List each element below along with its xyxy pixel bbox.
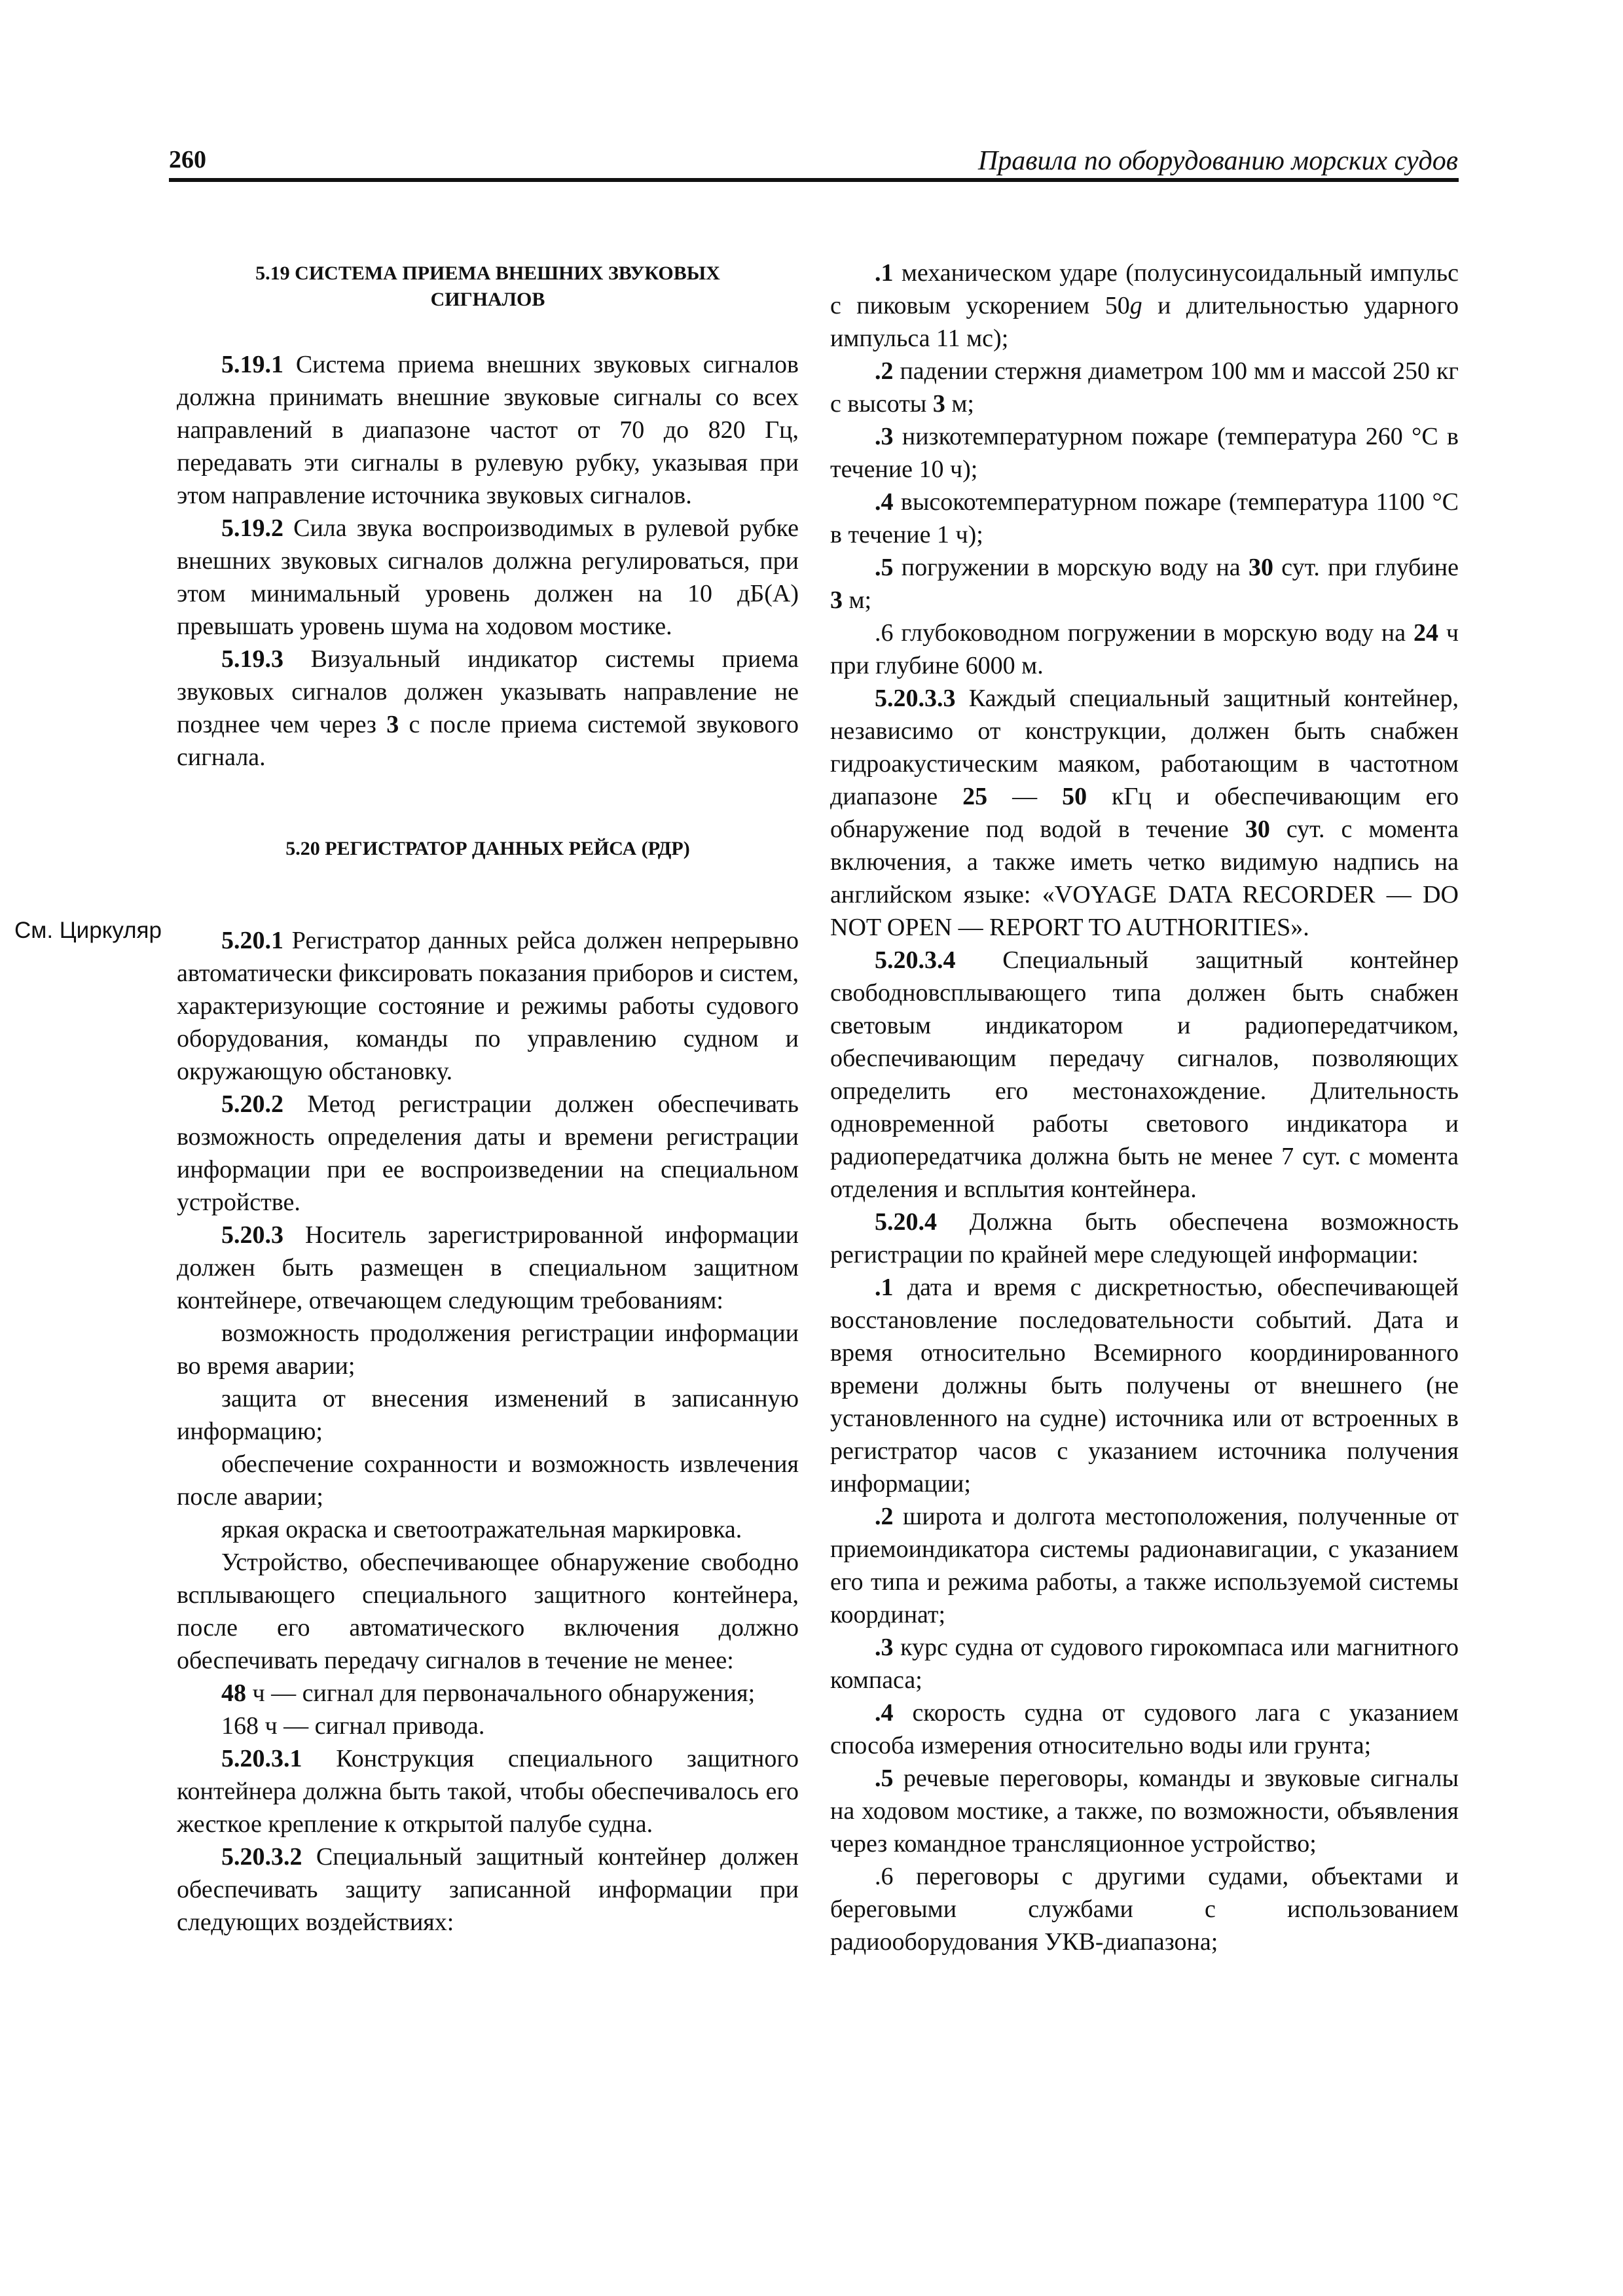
item-number: .1 <box>875 1274 894 1301</box>
paragraph-text: Специальный защитный контейнер должен обеспечивать защиту записанной информации при следующих воздействиях: <box>177 1843 799 1936</box>
data-item-3 <box>830 1631 1459 1696</box>
clause-number: 5.20.3.2 <box>221 1843 302 1871</box>
clause-number: 5.20.3 <box>221 1221 283 1249</box>
paragraph-text: м; <box>945 390 974 418</box>
impact-item-3 <box>830 420 1459 486</box>
bold-value: 30 <box>1248 554 1273 581</box>
requirement-item: защита от внесения изменений в записанную информацию; <box>177 1385 799 1445</box>
clause-number: 5.20.3.3 <box>875 685 956 712</box>
paragraph-5-20-3 <box>177 1219 799 1317</box>
paragraph-5-20-3-3 <box>830 682 1459 944</box>
paragraph-text: м; <box>843 586 872 614</box>
impact-item-4 <box>830 486 1459 551</box>
data-item-4 <box>830 1696 1459 1762</box>
paragraph-text: переговоры с другими судами, объектами и береговыми службами с использованием радиооборудования УКВ-диапазона; <box>830 1863 1459 1956</box>
item-number: .6 <box>875 619 894 647</box>
item-number: .3 <box>875 1634 894 1661</box>
paragraph-5-19-2 <box>177 512 799 643</box>
paragraph-text: сут. при глубине <box>1273 554 1459 581</box>
bold-value: 48 <box>221 1679 246 1707</box>
paragraph-text: низкотемпературном пожаре (температура 260 °С в течение 10 ч); <box>830 423 1459 483</box>
paragraph-text: глубоководном погружении в морскую воду на <box>893 619 1414 647</box>
section-heading-5-19: 5.19 СИСТЕМА ПРИЕМА ВНЕШНИХ ЗВУКОВЫХ СИГНАЛОВ <box>255 262 720 310</box>
paragraph-text: Метод регистрации должен обеспечивать возможность определения даты и времени регистрации информации при ее воспроизведении на специальном устройстве. <box>177 1090 799 1216</box>
clause-number: 5.20.2 <box>221 1090 283 1118</box>
clause-number: 5.20.4 <box>875 1208 937 1236</box>
item-number: .2 <box>875 1503 894 1530</box>
item-number: .5 <box>875 1765 894 1792</box>
right-column <box>830 257 1459 1958</box>
paragraph-text: дата и время с дискретностью, обеспечивающей восстановление последовательности событий. Дата и время относительно Всемирного координированного времени должны быть получены от внешнего (не установленного на судне) источника или от встроенных в регистратор часов с указанием источника получения информации; <box>830 1274 1459 1498</box>
paragraph-text: Должна быть обеспечена возможность регистрации по крайней мере следующей информации: <box>830 1208 1459 1268</box>
paragraph-text: Регистратор данных рейса должен непрерывно автоматически фиксировать показания приборов и систем, характеризующие состояние и режимы работы судового оборудования, команды по управлению судном и окружающую обстановку. <box>177 927 799 1085</box>
bold-value: 3 <box>932 390 945 418</box>
paragraph-5-19-3 <box>177 643 799 774</box>
paragraph-5-20-4 <box>830 1206 1459 1271</box>
impact-item-6 <box>830 617 1459 682</box>
italic-symbol: g <box>1129 292 1142 319</box>
paragraph-text: Специальный защитный контейнер свободновсплывающего типа должен быть снабжен световым индикатором и радиопередатчиком, обеспечивающим передачу сигналов, позволяющих определить его местонахождение. Длительность одновременной работы светового индикатора и радиопередатчика должна быть не менее 7 сут. с момента отделения и всплытия контейнера. <box>830 946 1459 1203</box>
bold-value: 30 <box>1245 816 1270 843</box>
requirement-item: возможность продолжения регистрации информации во время аварии; <box>177 1319 799 1380</box>
bold-value: 3 <box>386 711 399 738</box>
paragraph-text: механическом ударе (полусинусоидальный импульс с пиковым ускорением 50 <box>830 259 1459 319</box>
item-number: .6 <box>875 1863 894 1890</box>
paragraph-text: Визуальный индикатор системы приема звуковых сигналов должен указывать направление не позднее чем через <box>177 645 799 738</box>
margin-note: См. Циркуляр <box>14 918 162 943</box>
paragraph-5-20-1 <box>177 924 799 1088</box>
clause-number: 5.20.1 <box>221 927 283 954</box>
paragraph-5-20-3-4 <box>830 944 1459 1206</box>
requirement-item: яркая окраска и светоотражательная маркировка. <box>221 1516 742 1543</box>
paragraph-text: широта и долгота местоположения, полученные от приемоиндикатора системы радионавигации, с указанием его типа и режима работы, а также используемой системы координат; <box>830 1503 1459 1628</box>
signal-48h <box>177 1677 799 1710</box>
bold-value: 24 <box>1413 619 1439 647</box>
device-paragraph: Устройство, обеспечивающее обнаружение свободно всплывающего специального защитного контейнера, после его автоматического включения должно обеспечивать передачу сигналов в течение не менее: <box>177 1549 799 1674</box>
item-number: .4 <box>875 1699 894 1727</box>
item-number: .1 <box>875 259 894 287</box>
data-item-2 <box>830 1500 1459 1631</box>
paragraph-text: с после приема системой звукового сигнала. <box>177 711 799 771</box>
clause-number: 5.20.3.4 <box>875 946 956 974</box>
item-number: .3 <box>875 423 894 450</box>
paragraph-text: Конструкция специального защитного контейнера должна быть такой, чтобы обеспечивалось его жесткое крепление к открытой палубе судна. <box>177 1745 799 1838</box>
header-rule <box>169 178 1459 182</box>
paragraph-text: падении стержня диаметром 100 мм и массой 250 кг с высоты <box>830 357 1459 418</box>
paragraph-text: Каждый специальный защитный контейнер, независимо от конструкции, должен быть снабжен гидроакустическим маяком, работающим в частотном диапазоне <box>830 685 1459 810</box>
paragraph-text: курс судна от судового гирокомпаса или магнитного компаса; <box>830 1634 1459 1694</box>
paragraph-text: и длительностью ударного импульса 11 мс); <box>830 292 1459 352</box>
data-item-1 <box>830 1271 1459 1500</box>
paragraph-text: Система приема внешних звуковых сигналов должна принимать внешние звуковые сигналы со всех направлений в диапазоне частот от 70 до 820 Гц, передавать эти сигналы в рулевую рубку, указывая при этом направление источника звуковых сигналов. <box>177 351 799 509</box>
clause-number: 5.19.2 <box>221 514 283 542</box>
left-column <box>177 260 799 1939</box>
section-heading-5-20: 5.20 РЕГИСТРАТОР ДАННЫХ РЕЙСА (РДР) <box>285 838 690 859</box>
clause-number: 5.20.3.1 <box>221 1745 302 1772</box>
paragraph-text: ч — сигнал для первоначального обнаружения; <box>246 1679 756 1707</box>
data-item-6 <box>830 1860 1459 1958</box>
paragraph-text: речевые переговоры, команды и звуковые сигналы на ходовом мостике, а также, по возможности, объявления через командное трансляционное устройство; <box>830 1765 1459 1857</box>
paragraph-text: высокотемпературном пожаре (температура 1100 °С в течение 1 ч); <box>830 488 1459 548</box>
running-title: Правила по оборудованию морских судов <box>977 146 1458 176</box>
paragraph-5-19-1 <box>177 348 799 512</box>
item-number: .5 <box>875 554 894 581</box>
clause-number: 5.19.3 <box>221 645 283 673</box>
bold-value: 3 <box>830 586 843 614</box>
paragraph-text: Сила звука воспроизводимых в рулевой рубке внешних звуковых сигналов должна регулироваться, при этом минимальный уровень должен на 10 дБ(А) превышать уровень шума на ходовом мостике. <box>177 514 799 640</box>
impact-item-1 <box>830 257 1459 355</box>
paragraph-text: Носитель зарегистрированной информации должен быть размещен в специальном защитном контейнере, отвечающем следующим требованиям: <box>177 1221 799 1314</box>
paragraph-text: — <box>987 783 1063 810</box>
impact-item-2 <box>830 355 1459 420</box>
paragraph-5-20-2 <box>177 1088 799 1219</box>
paragraph-5-20-3-2 <box>177 1840 799 1939</box>
signal-168h: 168 ч — сигнал привода. <box>221 1712 485 1740</box>
paragraph-text: ч при глубине 6000 м. <box>830 619 1459 679</box>
page-number: 260 <box>169 146 206 173</box>
item-number: .2 <box>875 357 894 385</box>
impact-item-5 <box>830 551 1459 617</box>
english-inscription: «VOYAGE DATA RECORDER — DO NOT OPEN — REPORT TO AUTHORITIES». <box>830 881 1459 941</box>
paragraph-text: скорость судна от судового лага с указанием способа измерения относительно воды или грунта; <box>830 1699 1459 1759</box>
paragraph-text: погружении в морскую воду на <box>893 554 1249 581</box>
bold-value: 50 <box>1062 783 1087 810</box>
paragraph-text: сут. с момента включения, а также иметь четко видимую надпись на английском языке: <box>830 816 1459 908</box>
bold-value: 25 <box>962 783 988 810</box>
clause-number: 5.19.1 <box>221 351 283 378</box>
data-item-5 <box>830 1762 1459 1860</box>
requirement-item: обеспечение сохранности и возможность извлечения после аварии; <box>177 1450 799 1511</box>
paragraph-text: кГц и обеспечивающим его обнаружение под водой в течение <box>830 783 1459 843</box>
paragraph-5-20-3-1 <box>177 1742 799 1840</box>
item-number: .4 <box>875 488 894 516</box>
